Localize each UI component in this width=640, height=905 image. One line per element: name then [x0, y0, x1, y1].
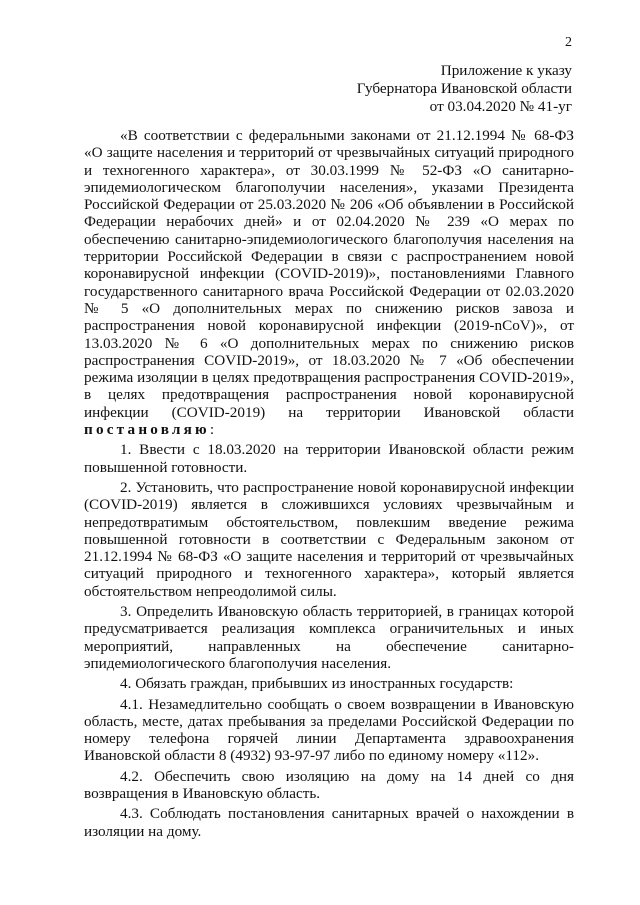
postanovlyayu-colon: :: [209, 421, 215, 439]
item-4-3: 4.3. Соблюдать постановления санитарных врачей о нахождении в изоляции на дому.: [84, 805, 574, 840]
page-number: 2: [565, 35, 572, 50]
item-3: 3. Определить Ивановскую область территорией, в границах которой предусматривается реализация комплекса ограничительных и иных мероприятий, направленных на обеспечение санитарно-эпидемиологического благополучия населения.: [84, 603, 574, 672]
postanovlyayu-word: постановляю: [84, 421, 210, 439]
item-4-2: 4.2. Обеспечить свою изоляцию на дому на 14 дней со дня возвращения в Ивановскую область.: [84, 767, 574, 802]
item-2: 2. Установить, что распространение новой коронавирусной инфекции (COVID-2019) является в сложившихся условиях чрезвычайным и непредотвратимым обстоятельством, повлекшим введение режима повышенной готовности в соответствии с Федеральным законом от 21.12.1994 № 68-ФЗ «О защите населения и территорий от чрезвычайных ситуаций природного и техногенного характера», который является обстоятельством непреодолимой силы.: [84, 478, 574, 600]
intro-paragraph: [84, 127, 574, 438]
document-body: [84, 127, 574, 843]
header-line-1: Приложение к указу: [440, 62, 572, 79]
item-1: 1. Ввести с 18.03.2020 на территории Ивановской области режим повышенной готовности.: [84, 441, 574, 476]
item-4: 4. Обязать граждан, прибывших из иностранных государств:: [120, 675, 514, 693]
header-line-2: Губернатора Ивановской области: [356, 80, 572, 97]
item-4-1: 4.1. Незамедлительно сообщать о своем возвращении в Ивановскую область, месте, датах пребывания за пределами Российской Федерации по номеру телефона горячей линии Департамента здравоохранения Ивановской области 8 (4932) 93-97-97 либо по единому номеру «112».: [84, 695, 574, 765]
header-line-3: от 03.04.2020 № 41-уг: [429, 98, 572, 115]
intro-text: «В соответствии с федеральными законами от 21.12.1994 № 68-ФЗ «О защите населения и территорий от чрезвычайных ситуаций природного и техногенного характера», от 30.03.1999 № 52-ФЗ «О санитарно-эпидемиологическом благополучии населения», указами Президента Российской Федерации от 25.03.2020 № 206 «Об объявлении в Российской Федерации нерабочих дней» и от 02.04.2020 № 239 «О мерах по обеспечению санитарно-эпидемиологического благополучия населения на территории Российской Федерации в связи с распространением новой коронавирусной инфекции (COVID-2019)», постановлениями Главного государственного санитарного врача Российской Федерации от 02.03.2020 № 5 «О дополнительных мерах по снижению рисков завоза и распространения новой коронавирусной инфекции (2019-nCoV)», от 13.03.2020 № 6 «О дополнительных мерах по снижению рисков распространения COVID-2019», от 18.03.2020 № 7 «Об обеспечении режима изоляции в целях предотвращения распространения COVID-2019», в целях предотвращения распространения новой коронавирусной инфекции (COVID-2019) на территории Ивановской области: [84, 127, 574, 421]
appendix-header: [357, 62, 572, 116]
